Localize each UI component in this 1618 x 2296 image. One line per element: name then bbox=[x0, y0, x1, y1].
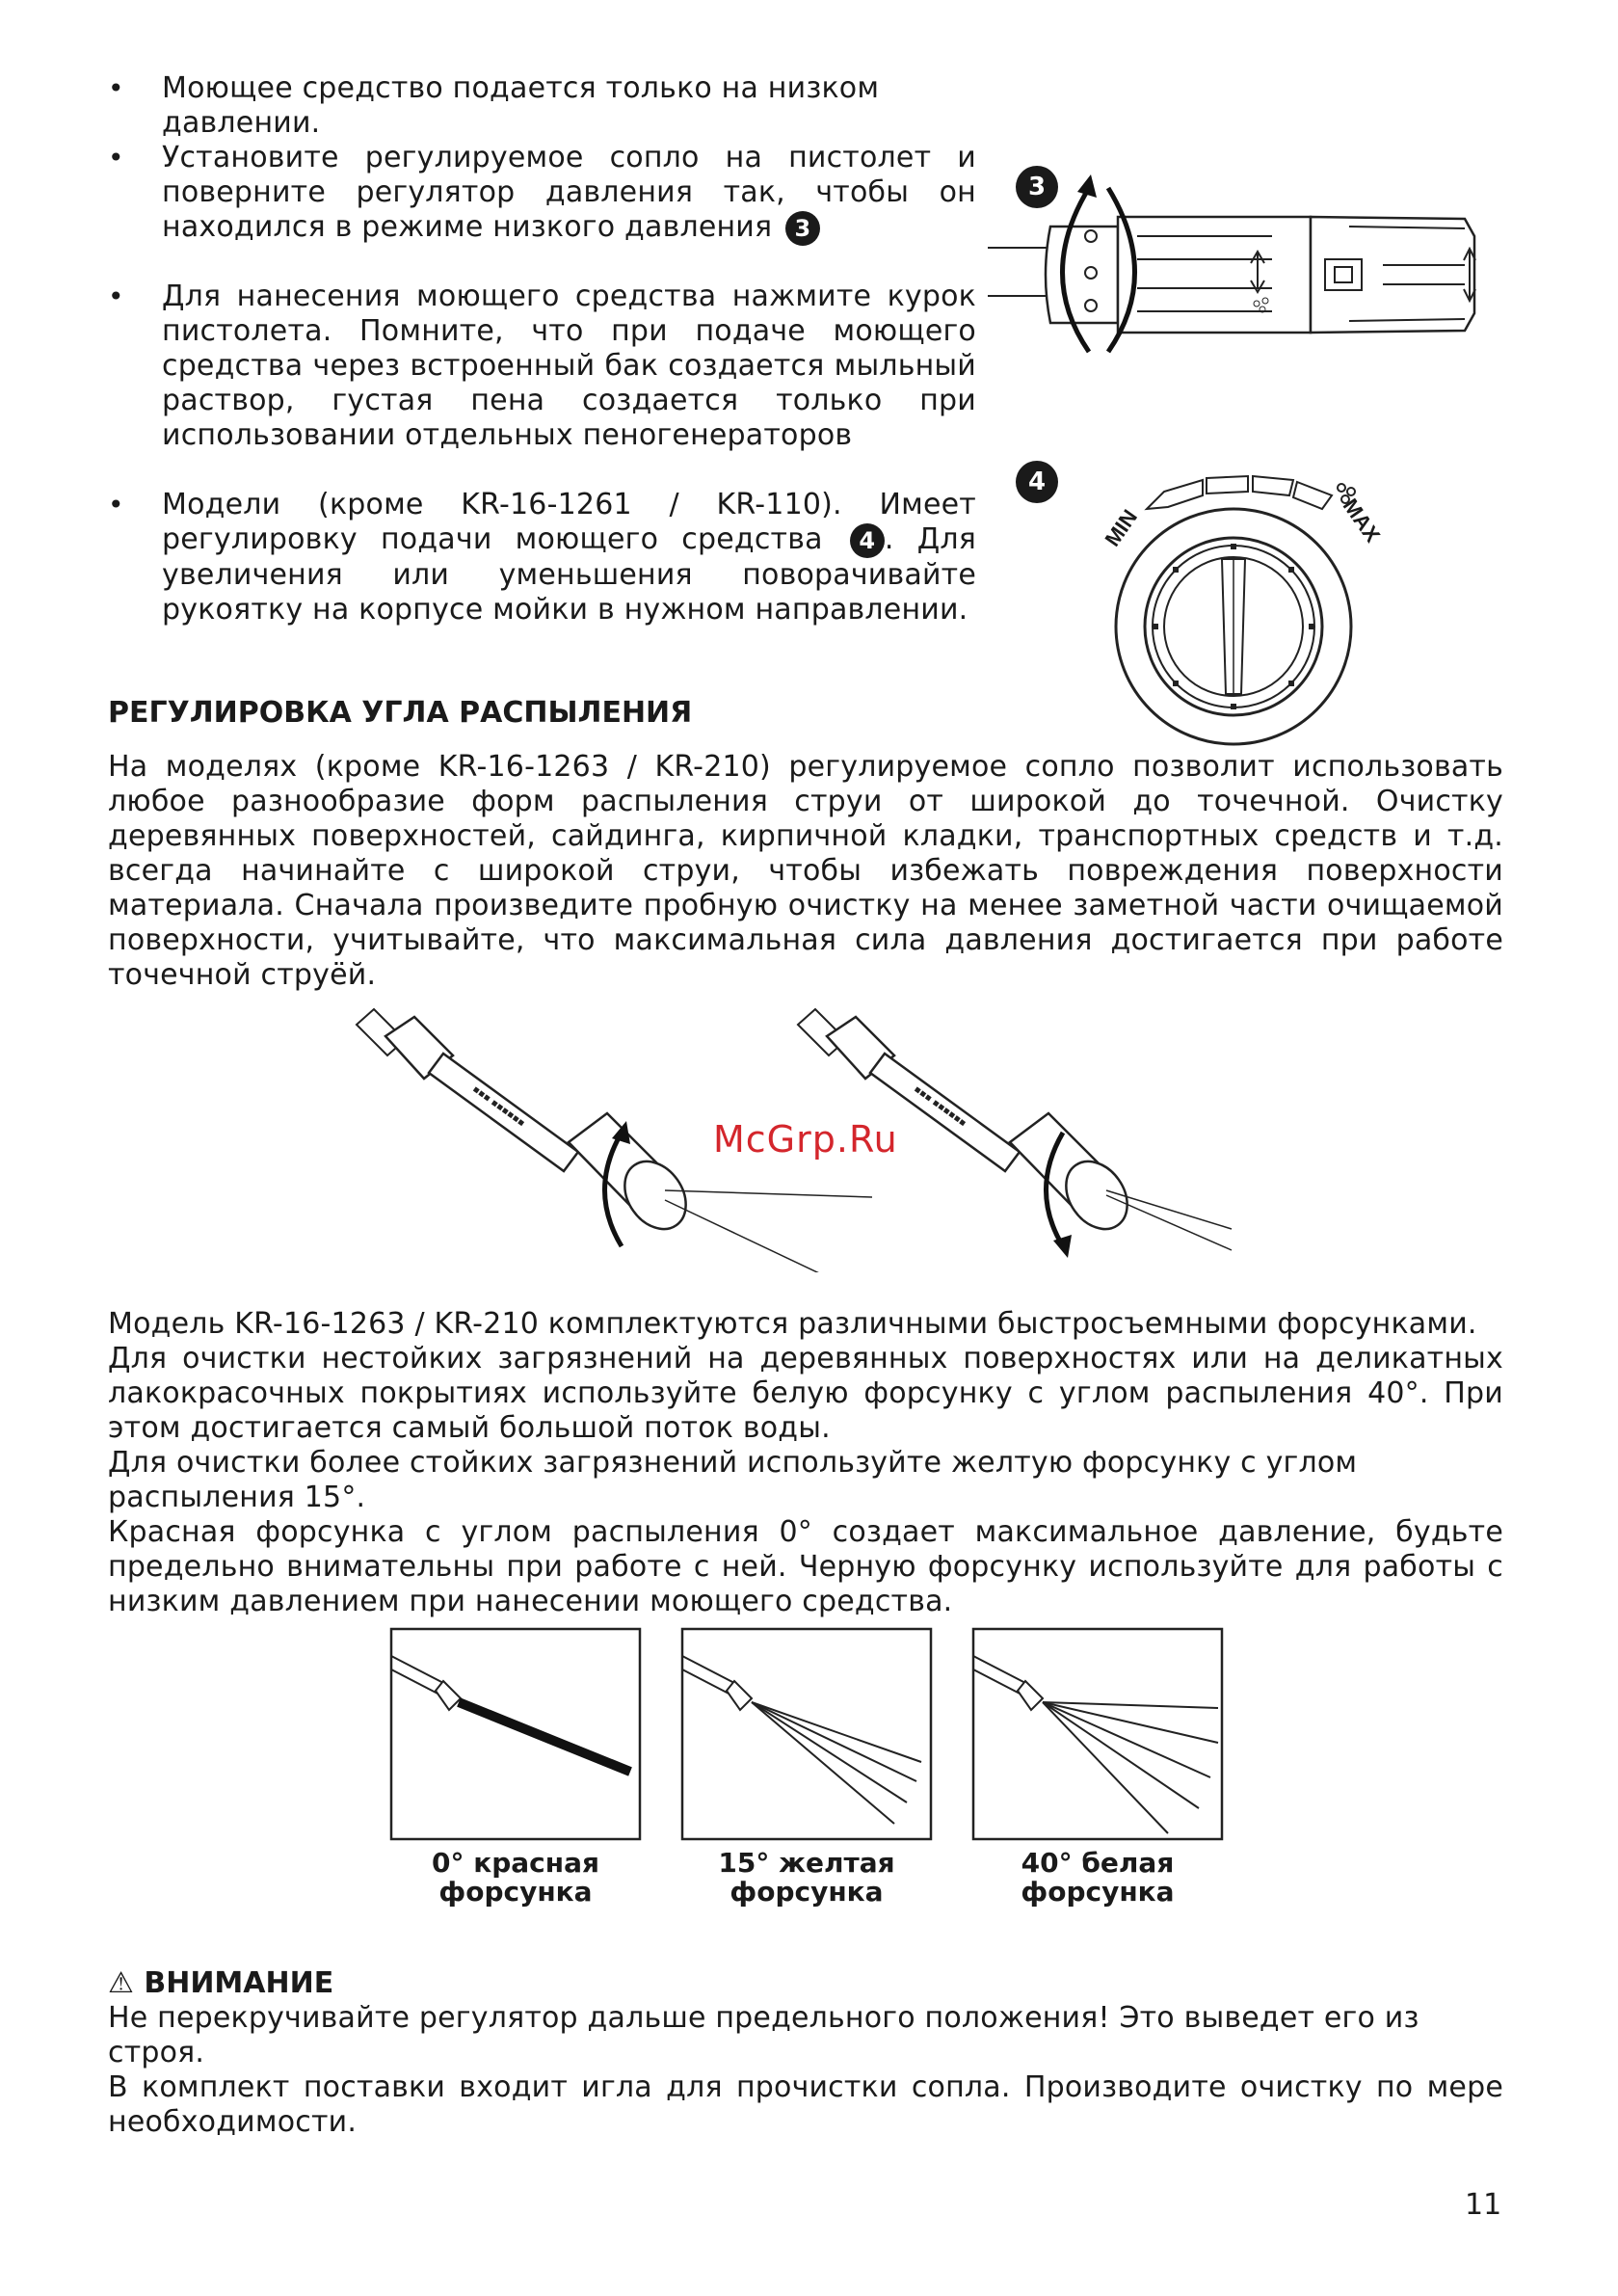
watermark: McGrp.Ru bbox=[713, 1118, 898, 1161]
svg-text:▪▪▪ ▪▪▪▪▪▪: ▪▪▪ ▪▪▪▪▪▪ bbox=[912, 1083, 968, 1130]
nozzle-40-degree-illustration bbox=[971, 1627, 1224, 1841]
figure-badge-4: 4 bbox=[1016, 461, 1058, 503]
caption-line: форсунка bbox=[1021, 1876, 1175, 1908]
bullet-text bbox=[162, 141, 976, 246]
section-heading: РЕГУЛИРОВКА УГЛА РАСПЫЛЕНИЯ bbox=[108, 696, 693, 730]
nozzles-paragraph bbox=[108, 1307, 1503, 1619]
kit-note: В комплект поставки входит игла для прочистки сопла. Производите очистку по мере необходимости. bbox=[108, 2070, 1503, 2139]
caption-line: форсунка bbox=[729, 1876, 884, 1908]
bullet-item bbox=[108, 488, 975, 632]
page-number: 11 bbox=[1465, 2188, 1502, 2222]
nozzles-line: Модель KR-16-1263 / KR-210 комплектуются различными быстросъемными форсунками. bbox=[108, 1307, 1477, 1341]
dial-max-label: MAX bbox=[1338, 494, 1386, 547]
nozzle-0-degree-illustration bbox=[389, 1627, 642, 1841]
bullet-text-main: Установите регулируемое сопло на пистолет и поверните регулятор давления так, чтобы он находился в режиме низкого давления bbox=[162, 141, 976, 244]
nozzles-line: Для очистки нестойких загрязнений на деревянных поверхностях или на деликатных лакокрасочных покрытиях используйте белую форсунку с углом распыления 40°. При этом достигается самый большой поток воды. bbox=[108, 1342, 1503, 1445]
svg-text:▪▪▪ ▪▪▪▪▪▪: ▪▪▪ ▪▪▪▪▪▪ bbox=[470, 1083, 527, 1130]
bullet-text: Моющее средство подается только на низком давлении. bbox=[162, 71, 880, 140]
nozzle-caption-white bbox=[972, 1849, 1223, 1907]
bullet-dot: • bbox=[108, 72, 124, 104]
nozzles-line: Для очистки более стойких загрязнений используйте желтую форсунку с углом распыления 15°. bbox=[108, 1446, 1358, 1514]
caption-line: 15° желтая bbox=[718, 1847, 895, 1879]
bullet-text: Для нанесения моющего средства нажмите курок пистолета. Помните, что при подаче моющего средства через встроенный бак создается мыльный раствор, густая пена создается только при использовании отдельных пеногенераторов bbox=[162, 280, 976, 452]
bullet-item bbox=[108, 141, 975, 247]
figure-badge-3: 3 bbox=[1016, 166, 1058, 208]
nozzle-caption-red bbox=[390, 1849, 641, 1907]
bullet-dot: • bbox=[108, 280, 124, 312]
nozzle-caption-yellow bbox=[681, 1849, 932, 1907]
bullet-item bbox=[108, 280, 975, 453]
reference-badge-3: 3 bbox=[785, 211, 820, 246]
bullet-dot: • bbox=[108, 142, 124, 174]
caption-line: 40° белая bbox=[1021, 1847, 1175, 1879]
warning-text: Не перекручивайте регулятор дальше предельного положения! Это выведет его из строя. bbox=[108, 2001, 1419, 2069]
caption-line: форсунка bbox=[438, 1876, 593, 1908]
bullet-text bbox=[162, 488, 976, 627]
adjustable-nozzle-illustration bbox=[983, 159, 1503, 366]
reference-badge-4: 4 bbox=[850, 523, 885, 558]
bullet-item bbox=[108, 71, 975, 140]
nozzle-15-degree-illustration bbox=[680, 1627, 933, 1841]
bullet-text-main: Модели (кроме KR-16-1261 / KR-110). Имеет регулировку подачи моющего средства bbox=[162, 488, 976, 556]
bullet-text-tail: . Для увеличения или уменьшения поворачивайте рукоятку на корпусе мойки в нужном направлении. bbox=[162, 522, 976, 627]
dial-min-label: MIN bbox=[1100, 504, 1143, 551]
nozzles-line: Красная форсунка с углом распыления 0° создает максимальное давление, будьте предельно внимательны при работе с ней. Черную форсунку используйте для работы с низким давлением при нанесении моющего средства. bbox=[108, 1515, 1503, 1618]
section-paragraph: На моделях (кроме KR-16-1263 / KR-210) регулируемое сопло позволит использовать любое разнообразие форм распыления струи от широкой до точечной. Очистку деревянных поверхностей, сайдинга, кирпичной кладки, транспортных средств и т.д. всегда начинайте с широкой струи, чтобы избежать повреждения поверхности материала. Сначала произведите пробную очистку на менее заметной части очищаемой поверхности, учитывайте, что максимальная сила давления достигается при работе точечной струёй. bbox=[108, 750, 1503, 992]
bullet-dot: • bbox=[108, 489, 124, 521]
caption-line: 0° красная bbox=[432, 1847, 599, 1879]
detergent-dial-illustration bbox=[1079, 432, 1388, 750]
warning-heading: ⚠ ВНИМАНИЕ bbox=[108, 1966, 334, 2000]
